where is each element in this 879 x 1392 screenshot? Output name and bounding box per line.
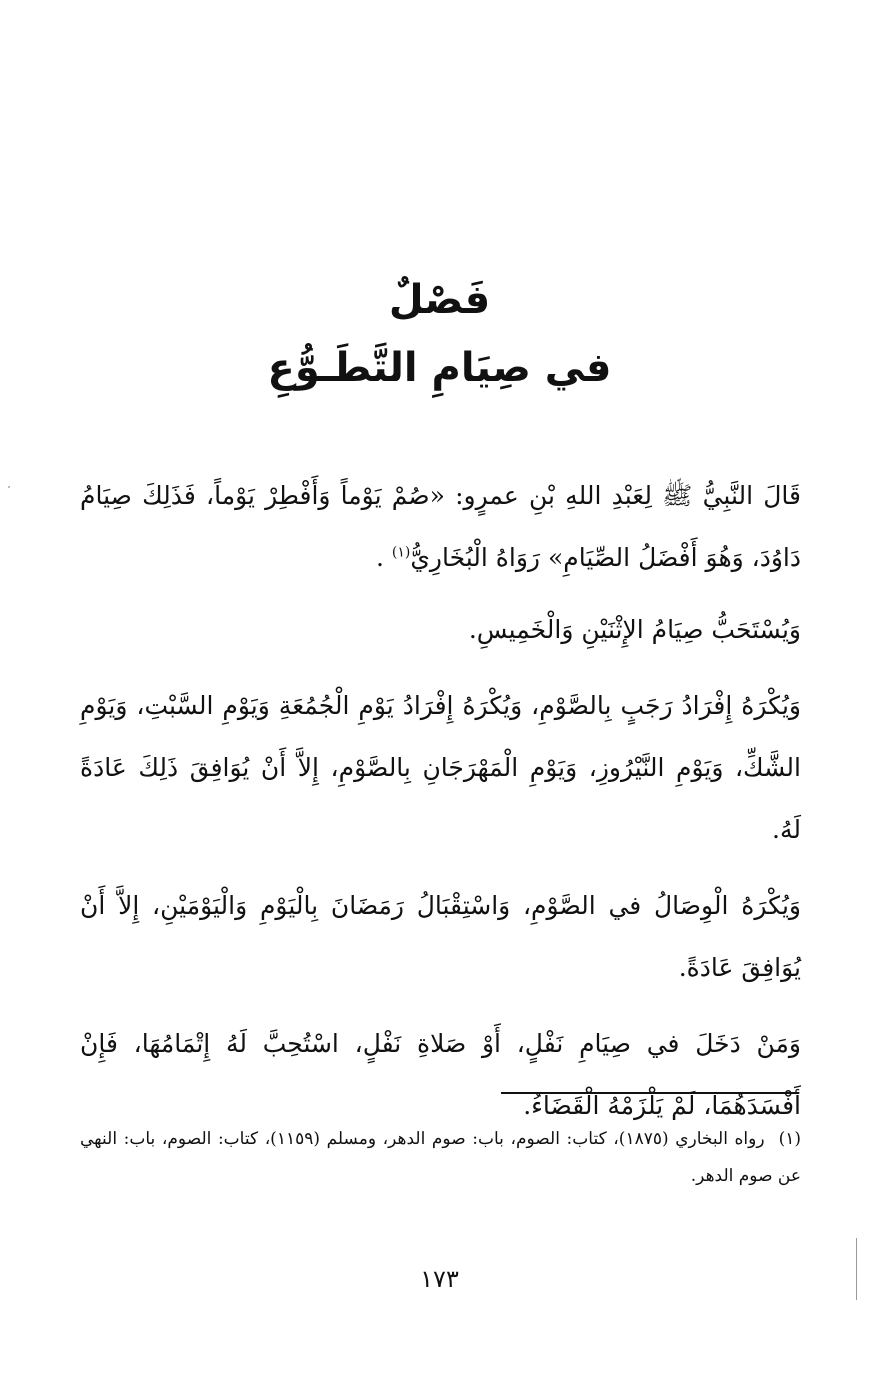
paragraph-disliked-days: وَيُكْرَهُ إِفْرَادُ رَجَبٍ بِالصَّوْمِ، وَيُكْرَهُ إِفْرَادُ يَوْمِ الْجُمُعَةِ وَيَوْمِ السَّبْتِ، وَيَوْمِ الشَّكِّ، وَيَوْمِ النَّيْرُوزِ، وَيَوْمِ الْمَهْرَجَانِ بِالصَّوْمِ، إِلاَّ أَنْ يُوَافِقَ ذَلِكَ عَادَةً لَهُ. <box>80 691 801 844</box>
footnote-number: (١) <box>778 1129 801 1149</box>
paragraph-recommended-fasting: وَيُسْتَحَبُّ صِيَامُ الإِثْنَيْنِ وَالْخَمِيسِ. <box>468 615 801 644</box>
page-edge-mark <box>856 1238 857 1300</box>
section-heading: فَصْلٌ <box>388 277 491 323</box>
footnote-divider <box>501 1092 799 1094</box>
section-subheading: في صِيَامِ التَّطَـوُّعِ <box>267 345 612 391</box>
footnote-reference[interactable]: (١) <box>391 544 411 561</box>
paragraph-end: . <box>375 543 392 572</box>
footnote-text: رواه البخاري (١٨٧٥)، كتاب: الصوم، باب: صوم الدهر، ومسلم (١١٥٩)، كتاب: الصوم، باب: النهي عن صوم الدهر. <box>80 1129 801 1186</box>
paragraph-wisal: وَيُكْرَهُ الْوِصَالُ في الصَّوْمِ، وَاسْتِقْبَالُ رَمَضَانَ بِالْيَوْمِ وَالْيَوْمَيْنِ، إِلاَّ أَنْ يُوَافِقَ عَادَةً. <box>80 891 801 982</box>
main-text <box>80 465 801 1151</box>
paragraph-hadith <box>80 465 801 589</box>
footnote <box>80 1121 801 1195</box>
page-number: ١٧٣ <box>420 1265 459 1293</box>
scan-speck <box>8 486 10 488</box>
paragraph-text: قَالَ النَّبِيُّ ﷺ لِعَبْدِ اللهِ بْنِ عمرٍو: «صُمْ يَوْماً وَأَفْطِرْ يَوْماً، فَذَلِكَ صِيَامُ دَاوُدَ، وَهُوَ أَفْضَلُ الصِّيَامِ» رَوَاهُ الْبُخَارِيُّ <box>80 481 801 572</box>
paragraph-voluntary: وَمَنْ دَخَلَ في صِيَامِ نَفْلٍ، أَوْ صَلاةِ نَفْلٍ، اسْتُحِبَّ لَهُ إِتْمَامُهَا، فَإِنْ أَفْسَدَهُمَا، لَمْ يَلْزَمْهُ الْقَضَاءُ. <box>80 1029 801 1120</box>
